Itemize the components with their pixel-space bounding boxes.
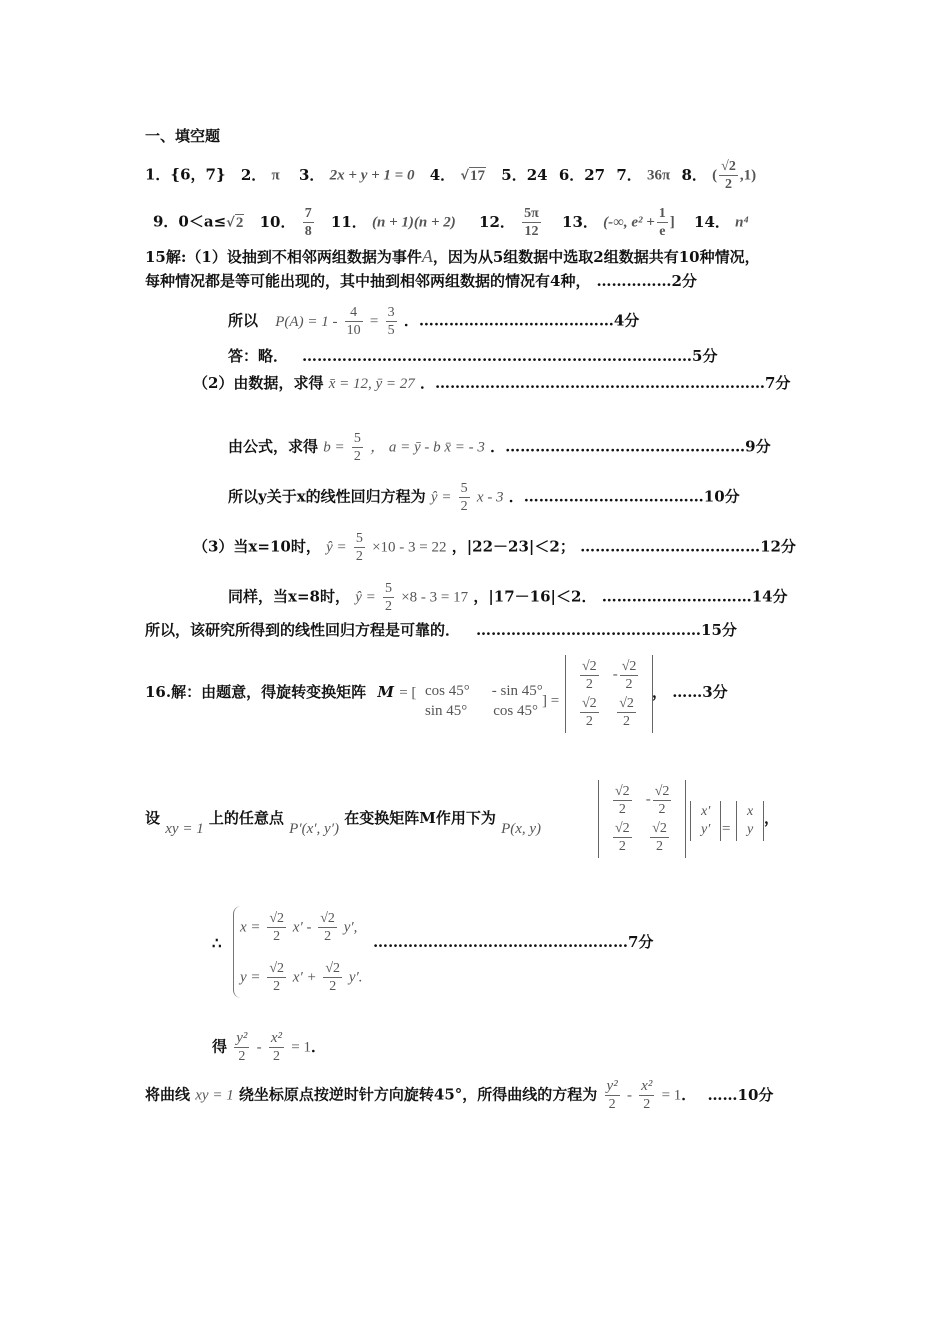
answer-2-value: π (271, 167, 280, 184)
matrix-equals: ] = (542, 693, 560, 709)
q15-answer-line: 答：略． ……………………………………………………………………5分 (228, 347, 718, 365)
fill-blank-row-2 (153, 205, 749, 240)
answer-8-label: 8． (681, 165, 707, 184)
answer-13-label: 13． (562, 212, 598, 231)
score-2: ……………2分 (596, 272, 697, 290)
section-title: 一、填空题 (145, 127, 221, 145)
q15-line-2: 每种情况都是等可能出现的，其中抽到相邻两组数据的情况有4种， ……………2分 (145, 272, 697, 290)
vector-equals: = (722, 821, 731, 837)
score-7: ．…………………………………………………………7分 (419, 374, 791, 392)
answer-6: 6．27 (558, 165, 606, 184)
score-7-q16: ……………………………………………7分 (373, 933, 654, 951)
answer-13-head: (-∞, e² + (603, 214, 655, 231)
therefore-symbol: ∴ (212, 934, 222, 952)
answer-5: 5．24 (501, 165, 548, 184)
system-eq-1: x = $\frac{√2}{2}$ x′ - $\frac{√2}{2}$ y′, (240, 911, 358, 944)
score-12: ………………………………12分 (580, 537, 796, 556)
answer-11-label: 11． (330, 212, 367, 231)
q16-conclusion: 将曲线 xy = 1 绕坐标原点按逆时针方向旋转45°，所得曲线的方程为 $\frac{\text{y²}}{2}$ - $\frac{\text{x²}}{2}$ = 1． ……10分 (145, 1078, 774, 1112)
answer-14-label: 14． (694, 212, 730, 231)
answer-4-label: 4． (429, 165, 456, 184)
vector-result: x y (736, 801, 764, 841)
answer-12-label: 12． (479, 212, 515, 231)
answer-12-fraction: $\frac{5\pi}{12}$ (524, 206, 539, 239)
score-4: ．…………………………………4分 (403, 311, 640, 330)
q16-transform-statement: 设 xy = 1 上的任意点 P′(x′, y′) 在变换矩阵M作用下为 P(x, y) (145, 809, 542, 837)
q15-part-3-b: 同样，当x=8时， ŷ = $\frac{5}{2}$ ×8 - 3 = 17 ，|17－16|＜2． …………………………14分 (228, 581, 788, 614)
answer-13-tail: ] (669, 214, 675, 231)
answer-1: 1．{6，7} (145, 165, 226, 184)
answer-4-value: 17 (470, 167, 486, 184)
answer-3-value: 2x + y + 1 = 0 (329, 167, 415, 184)
score-5: ……………………………………………………………………5分 (302, 347, 718, 365)
q15-probability: 所以 P(A) = 1 - $\frac{4}{10}$ = $\frac{3}{5}$ ．…………………………………4分 (228, 305, 640, 338)
rotation-matrix-symbolic: cos 45° - sin 45° sin 45° cos 45° (425, 683, 543, 719)
score-3: ， ……3分 (652, 683, 728, 701)
rotation-matrix-numeric: $\frac{√2}{2}$ - $\frac{√2}{2}$ $\frac{√2}{2}$ $\frac{√2}{2}$ (565, 655, 653, 733)
sqrt-icon: √ (226, 215, 235, 231)
transform-matrix: $\frac{√2}{2}$ - $\frac{√2}{2}$ $\frac{√2}{2}$ $\frac{√2}{2}$ (598, 780, 686, 858)
q15-part-3: （3）当x=10时， ŷ = $\frac{5}{2}$ ×10 - 3 = 22 ，|22－23|＜2； ………………………………12分 (193, 531, 796, 564)
q15-part-2: （2）由数据，求得 x̄ = 12, ȳ = 27 ．…………………………………………………………7分 (193, 374, 791, 392)
vector-end: ， (764, 809, 780, 827)
score-9: ．…………………………………………9分 (490, 437, 771, 456)
q15-intro: 15解:（1）设抽到不相邻两组数据为事件A，因为从5组数据中选取2组数据共有10种情况， (145, 246, 760, 266)
answer-7-value: 36π (647, 167, 671, 184)
score-10: ．………………………………10分 (508, 487, 740, 506)
answer-7-label: 7． (616, 165, 642, 184)
answer-8-open: ( (712, 167, 718, 184)
q16-result: 得 $\frac{\text{y²}}{2}$ - $\frac{\text{x²}}{2}$ = 1． (212, 1030, 326, 1064)
answer-9-label: 9．0＜a≤ (153, 212, 227, 231)
q15-conclusion: 所以，该研究所得到的线性回归方程是可靠的． ………………………………………15分 (145, 621, 737, 639)
answer-8-tail: ,1) (739, 167, 757, 184)
q15-regression: 所以y关于x的线性回归方程为 ŷ = $\frac{5}{2}$ x - 3 ．………………………………10分 (228, 481, 740, 514)
q16-intro: 16.解：由题意，得旋转变换矩阵 M = [ (145, 683, 417, 701)
answer-14-value: n⁴ (735, 214, 749, 231)
answer-10-fraction: $\frac{7}{8}$ (304, 206, 312, 239)
score-10-q16: ……10分 (707, 1085, 774, 1104)
answer-3-label: 3． (298, 165, 325, 184)
answer-2-label: 2． (240, 165, 267, 184)
score-14: …………………………14分 (601, 587, 788, 606)
vector-prime: x′ y′ (690, 801, 721, 841)
score-15: ………………………………………15分 (476, 621, 737, 639)
answer-9-value: 2 (235, 214, 244, 231)
fill-blank-row-1 (145, 158, 756, 193)
q15-formula: 由公式，求得 b = $\frac{5}{2}$ ， a = ȳ - b x̄ = - 3 ．…………………………………………9分 (228, 431, 771, 464)
answer-11-value: (n + 1)(n + 2) (372, 214, 456, 231)
sqrt-icon: √ (460, 168, 470, 184)
answer-13-fraction: $\frac{1}{e}$ (658, 206, 666, 239)
answer-8-fraction: $\frac{√2}{2}$ (721, 159, 736, 192)
answer-10-label: 10． (259, 212, 296, 231)
system-eq-2: y = $\frac{√2}{2}$ x′ + $\frac{√2}{2}$ y′. (240, 961, 363, 994)
